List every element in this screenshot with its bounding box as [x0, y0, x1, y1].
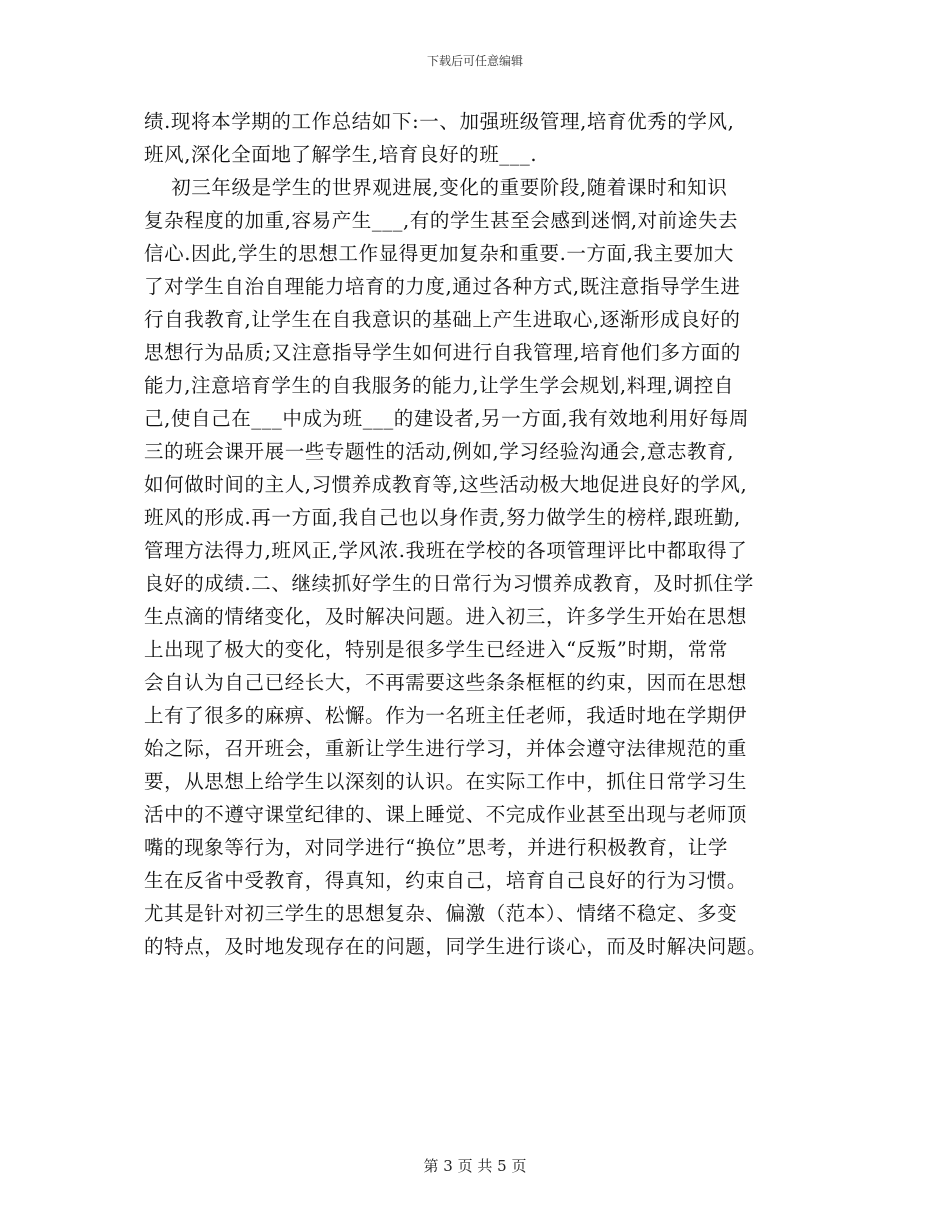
text-line: 良好的成绩.二、继续抓好学生的日常行为习惯养成教育，及时抓住学: [144, 572, 754, 595]
text-line: 上有了很多的麻痹、松懈。作为一名班主任老师，我适时地在学期伊: [144, 704, 748, 727]
text-line: 嘴的现象等行为，对同学进行“换位”思考，并进行积极教育，让学: [144, 836, 728, 859]
text-line: 如何做时间的主人,习惯养成教育等,这些活动极大地促进良好的学风,: [144, 473, 748, 496]
text-line: 初三年级是学生的世界观进展,变化的重要阶段,随着课时和知识: [144, 176, 728, 199]
text-line: 己,使自己在___中成为班___的建设者,另一方面,我有效地利用好每周: [144, 407, 750, 430]
page-header: 下载后可任意编辑: [426, 54, 523, 68]
text-line: 绩.现将本学期的工作总结如下:一、加强班级管理,培育优秀的学风,: [144, 110, 735, 133]
text-line: 生在反省中受教育，得真知，约束自己，培育自己良好的行为习惯。: [144, 869, 748, 892]
page-number: 第 3 页 共 5 页: [423, 1157, 527, 1175]
text-line: 上出现了极大的变化，特别是很多学生已经进入“反叛”时期，常常: [144, 638, 728, 661]
text-line: 复杂程度的加重,容易产生___,有的学生甚至会感到迷惘,对前途失去: [144, 209, 739, 232]
text-line: 要，从思想上给学生以深刻的认识。在实际工作中，抓住日常学习生: [144, 770, 748, 793]
text-line: 能力,注意培育学生的自我服务的能力,让学生学会规划,料理,调控自: [144, 374, 734, 397]
text-line: 始之际，召开班会，重新让学生进行学习，并体会遵守法律规范的重: [144, 737, 748, 760]
text-line: 行自我教育,让学生在自我意识的基础上产生进取心,逐渐形成良好的: [144, 308, 741, 331]
text-line: 信心.因此,学生的思想工作显得更加复杂和重要.一方面,我主要加大: [144, 242, 734, 265]
text-line: 三的班会课开展一些专题性的活动,例如,学习经验沟通会,意志教育,: [144, 440, 734, 463]
text-line: 了对学生自治自理能力培育的力度,通过各种方式,既注意指导学生进: [144, 275, 741, 298]
text-line: 生点滴的情绪变化，及时解决问题。进入初三，许多学生开始在思想: [144, 605, 748, 628]
text-line: 的特点，及时地发现存在的问题，同学生进行谈心，而及时解决问题。: [144, 935, 768, 958]
text-line: 班风,深化全面地了解学生,培育良好的班___.: [144, 143, 538, 166]
text-line: 活中的不遵守课堂纪律的、课上睡觉、不完成作业甚至出现与老师顶: [144, 803, 748, 826]
text-line: 班风的形成.再一方面,我自己也以身作责,努力做学生的榜样,跟班勤,: [144, 506, 741, 529]
text-line: 管理方法得力,班风正,学风浓.我班在学校的各项管理评比中都取得了: [144, 539, 748, 562]
text-line: 尤其是针对初三学生的思想复杂、偏激（范本）、情绪不稳定、多变: [144, 902, 738, 925]
text-line: 思想行为品质;又注意指导学生如何进行自我管理,培育他们多方面的: [144, 341, 741, 364]
document-body: [144, 105, 814, 963]
text-line: 会自认为自己已经长大，不再需要这些条条框框的约束，因而在思想: [144, 671, 748, 694]
